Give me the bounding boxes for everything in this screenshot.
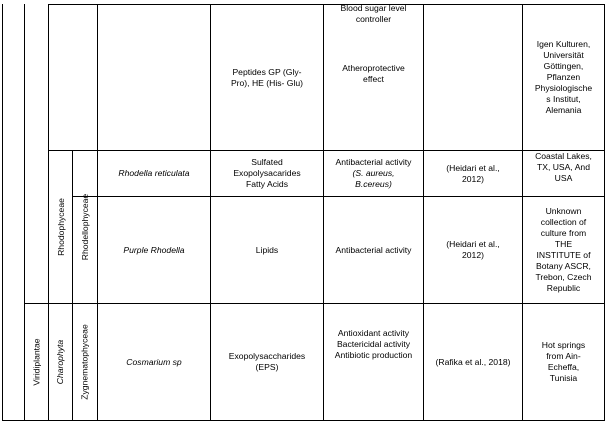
source-line: from Ain-	[546, 351, 581, 361]
reference-line: (Heidari et al.,	[446, 162, 500, 173]
organism-name: Rhodella reticulata	[118, 168, 190, 178]
organism-cell	[98, 197, 210, 303]
activity-cell	[324, 197, 423, 303]
organism-cell	[98, 151, 210, 196]
source-line: USA	[554, 172, 573, 183]
source-line: culture from	[540, 228, 587, 238]
tail-source-line-6: s Institut,	[546, 94, 581, 104]
class-red-label	[73, 151, 97, 303]
activity-line: Antibacterial activity	[335, 244, 412, 255]
activity-line: Antioxidant activity	[337, 327, 410, 338]
activity-line: Antibiotic production	[334, 349, 413, 360]
source-line: THE	[554, 239, 573, 249]
grid-line-bottom	[2, 420, 605, 421]
reference-line: (Rafika et al., 2018)	[435, 356, 511, 367]
tail-source-cell	[523, 5, 604, 150]
compound-line: Fatty Acids	[245, 179, 288, 189]
phylum-green-label	[49, 304, 72, 420]
source-line: Botany ASCR,	[536, 261, 591, 271]
kingdom-text: Viridiplantae	[31, 338, 42, 386]
reference-cell	[424, 304, 522, 420]
source-line: Republic	[546, 283, 581, 293]
organism-name: Purple Rhodella	[123, 244, 185, 255]
source-cell	[523, 304, 604, 420]
source-line: collection of	[540, 217, 587, 227]
class-red-text: Rhodellophyceae	[80, 193, 91, 261]
tail-source-line-4: Pflanzen	[546, 72, 581, 82]
source-line: Trebon, Czech	[535, 272, 592, 282]
organism-name: Cosmarium sp	[126, 356, 182, 367]
grid-line-right-outer	[604, 4, 605, 421]
compound-line: Exopolysacarides	[233, 168, 301, 178]
tail-activity-bottom	[324, 62, 423, 86]
source-line: INSTITUTE of	[536, 250, 591, 260]
phylum-green-text: Charophyta	[55, 339, 66, 385]
tail-activity-bottom-line-1: Atheroprotective	[342, 63, 405, 73]
source-line: Coastal Lakes,	[535, 150, 592, 161]
source-line: Unknown	[545, 206, 582, 216]
grid-line-left-outer	[2, 4, 3, 421]
activity-line: Antibacterial activity	[335, 157, 412, 167]
activity-cell	[324, 304, 423, 384]
activity-line: (S. aureus,	[352, 168, 395, 178]
source-line: Hot springs	[541, 340, 586, 350]
organism-cell	[98, 304, 210, 420]
phylum-red-label	[49, 151, 72, 303]
activity-line: B.cereus)	[355, 179, 392, 189]
activity-cell	[324, 151, 423, 196]
tail-source-line-2: Universität	[543, 50, 584, 60]
reference-cell	[424, 151, 522, 196]
compound-cell	[211, 151, 323, 196]
source-cell	[523, 197, 604, 303]
compound-cell	[211, 197, 323, 303]
tail-source-line-1: Igen Kulturen,	[536, 39, 591, 49]
phylum-red-text: Rhodophyceae	[55, 198, 66, 256]
tail-activity-top-line-2: controller	[355, 14, 392, 24]
compound-line: Sulfated	[251, 157, 283, 167]
tail-source-line-7: Alemania	[545, 105, 582, 115]
source-line: Tunisia	[549, 373, 578, 383]
compound-cell	[211, 304, 323, 420]
kingdom-label	[25, 304, 48, 420]
tail-source-line-5: Physiologische	[534, 83, 593, 93]
compound-line: Lipids	[255, 244, 279, 255]
source-line: TX, USA, And	[536, 161, 590, 172]
reference-line: 2012)	[462, 173, 484, 184]
compound-line: Exopolysaccharides	[228, 351, 306, 361]
tail-activity-top-line-1: Blood sugar level	[340, 3, 407, 13]
compound-line: (EPS)	[255, 362, 279, 372]
class-green-text: Zygnematophyceae	[80, 324, 91, 400]
tail-activity-top	[324, 3, 423, 27]
tail-compound-cell	[211, 5, 323, 150]
tail-source-line-3: Göttingen,	[543, 61, 584, 71]
activity-line: Bactericidal activity	[336, 338, 411, 349]
reference-line: (Heidari et al.,	[446, 239, 500, 249]
tail-compound-line-2: Pro), HE (His- Glu)	[230, 77, 304, 88]
source-cell	[523, 147, 604, 187]
source-line: Echeffa,	[547, 362, 580, 372]
tail-activity-bottom-line-2: effect	[363, 74, 384, 84]
reference-line: 2012)	[462, 250, 484, 260]
class-green-label	[73, 304, 97, 420]
tail-compound-line-1: Peptides GP (Gly-	[232, 66, 302, 77]
reference-cell	[424, 197, 522, 303]
